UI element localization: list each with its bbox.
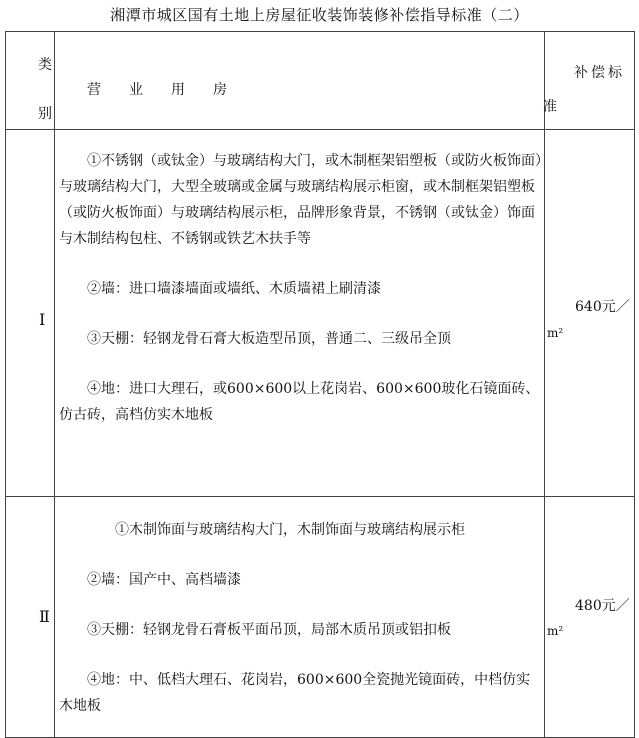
price-cell bbox=[545, 130, 635, 497]
list-item: ①木制饰面与玻璃结构大门，木制饰面与玻璃结构展示柜 bbox=[115, 522, 465, 538]
list-item: ④地：进口大理石，或600×600以上花岗岩、600×600玻化石镜面砖、仿古砖，高档仿实木地板 bbox=[59, 381, 540, 423]
list-item: ②墙：国产中、高档墙漆 bbox=[87, 572, 241, 588]
price-value: 640元／ bbox=[575, 299, 630, 315]
header-category-char-2: 别 bbox=[38, 106, 52, 122]
price-value: 480元／ bbox=[575, 598, 630, 614]
grade-label: Ⅱ bbox=[39, 607, 50, 626]
document-title: 湘潭市城区国有土地上房屋征收装饰装修补偿指导标准（二） bbox=[110, 6, 529, 24]
content-cell bbox=[55, 130, 545, 497]
grade-label: Ⅰ bbox=[39, 310, 46, 329]
grade-cell bbox=[6, 130, 55, 497]
grade-cell bbox=[6, 497, 55, 738]
header-standard-cell bbox=[545, 32, 635, 130]
header-column-title: 营业用房 bbox=[87, 82, 255, 98]
header-title-cell bbox=[55, 32, 557, 130]
header-category-cell bbox=[6, 32, 55, 130]
table-row bbox=[6, 130, 635, 497]
list-item: ③天棚：轻钢龙骨石膏板平面吊顶，局部木质吊顶或铝扣板 bbox=[87, 622, 451, 638]
list-item: ①不锈钢（或钛金）与玻璃结构大门，或木制框架铝塑板（或防火板饰面）与玻璃结构大门，大型全玻璃或金属与玻璃结构展示柜窗，或木制框架铝塑板（或防火板饰面）与玻璃结构展示柜，品牌形象背景，不锈钢（或钛金）饰面与木制结构包柱、不锈钢或铁艺木扶手等 bbox=[59, 153, 542, 247]
list-item: ④地：中、低档大理石、花岗岩，600×600全瓷抛光镜面砖，中档仿实木地板 bbox=[59, 672, 531, 714]
compensation-table bbox=[5, 31, 635, 738]
header-category-char-1: 类 bbox=[38, 57, 52, 73]
list-item: ②墙：进口墙漆墙面或墙纸、木质墙裙上刷清漆 bbox=[87, 281, 381, 297]
content-cell bbox=[55, 497, 545, 738]
price-unit: m² bbox=[547, 326, 564, 340]
price-unit: m² bbox=[547, 624, 564, 638]
price-cell bbox=[545, 497, 635, 738]
list-item: ③天棚：轻钢龙骨石膏大板造型吊顶，普通二、三级吊全顶 bbox=[87, 331, 451, 347]
table-header-row bbox=[6, 32, 635, 130]
header-standard-tail: 准 bbox=[543, 99, 557, 115]
header-standard-label: 补偿标 bbox=[574, 65, 625, 81]
table-row bbox=[6, 497, 635, 738]
